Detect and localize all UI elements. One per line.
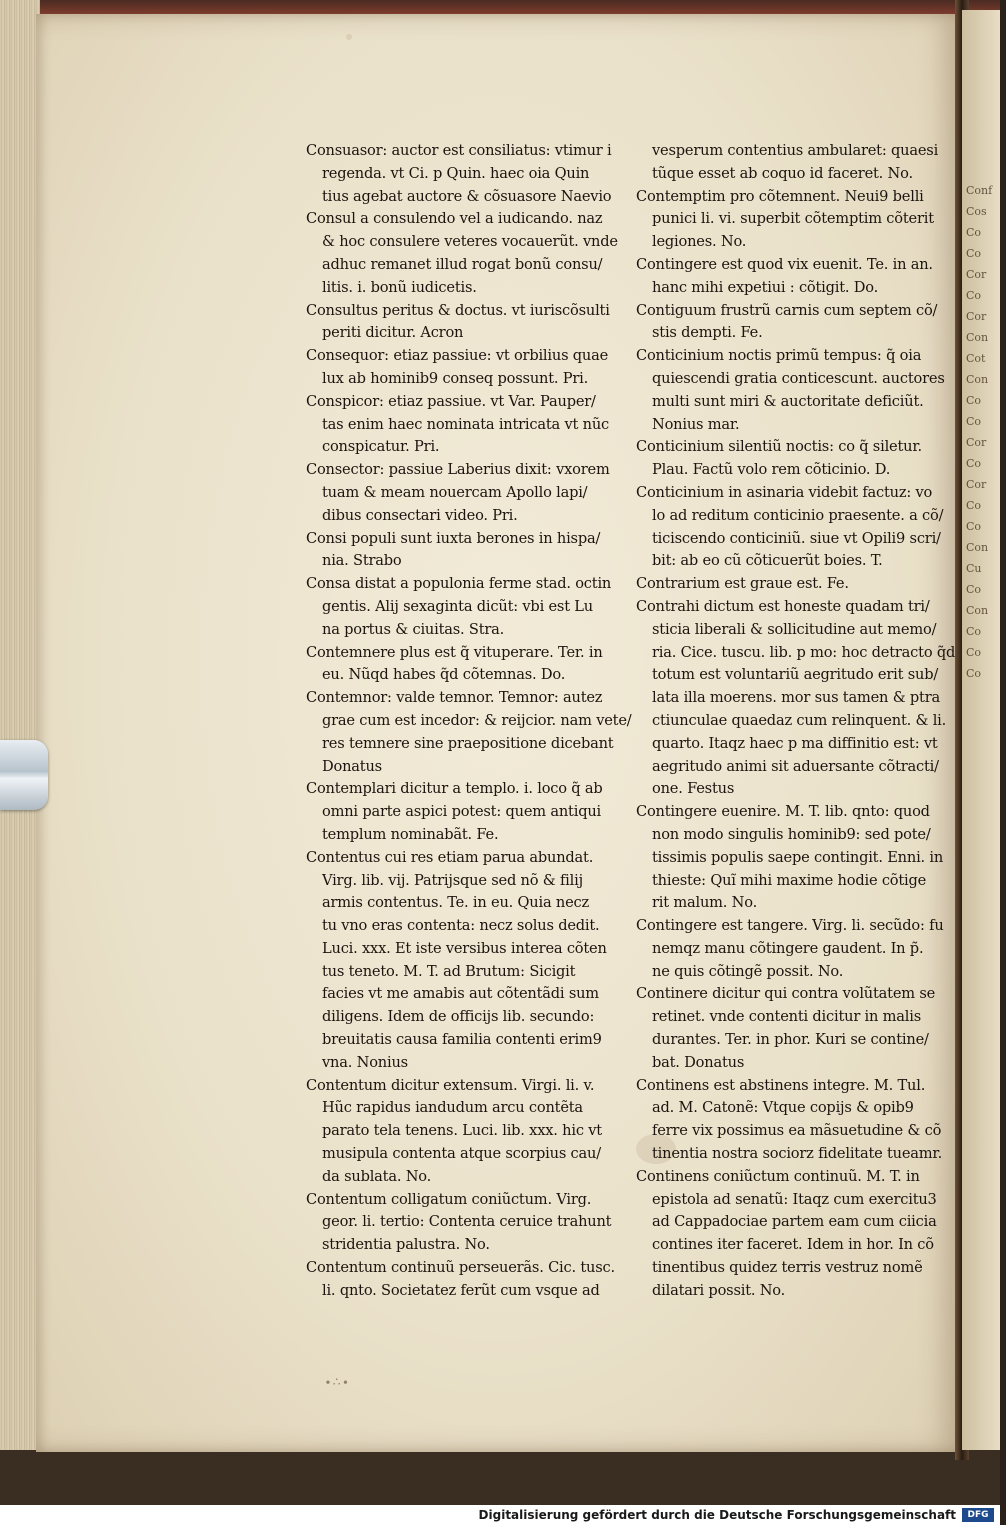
text-line: da sublata. No. bbox=[322, 1167, 432, 1185]
text-line: Conspicor: etiaz passiue. vt Var. Pauper/ bbox=[306, 392, 596, 410]
text-line: Contiguum frustrũ carnis cum septem cõ/ bbox=[636, 301, 938, 319]
text-line: vna. Nonius bbox=[322, 1053, 408, 1071]
text-line: templum nominabãt. Fe. bbox=[322, 825, 499, 843]
text-line: tus teneto. M. T. ad Brutum: Sicigit bbox=[322, 962, 576, 980]
page-edges bbox=[0, 0, 40, 1450]
facing-text-fragment: Co bbox=[966, 667, 982, 680]
facing-text-fragment: Co bbox=[966, 289, 982, 302]
text-line: ctiunculae quaedaz cum relinquent. & li. bbox=[652, 711, 947, 729]
text-line: retinet. vnde contenti dicitur in malis bbox=[652, 1008, 922, 1026]
text-line: punici li. vi. superbit cõtemptim cõterit bbox=[652, 210, 934, 228]
text-line: Contingere euenire. M. T. lib. qnto: quod bbox=[636, 803, 930, 821]
facing-text-fragment: Co bbox=[966, 625, 982, 638]
text-line: eu. Nũqd habes q̃d cõtemnas. Do. bbox=[322, 666, 566, 684]
text-line: Nonius mar. bbox=[652, 415, 740, 433]
facing-page bbox=[962, 10, 1000, 1450]
text-line: Consultus peritus & doctus. vt iuriscõsulti bbox=[306, 301, 610, 319]
footer-bar bbox=[0, 1505, 1000, 1525]
text-line: bat. Donatus bbox=[652, 1053, 745, 1071]
facing-text-fragment: Co bbox=[966, 457, 982, 470]
text-line: ad. M. Catonẽ: Vtque copijs & opib9 bbox=[652, 1099, 914, 1117]
text-line: & hoc consulere veteres vocauerũt. vnde bbox=[322, 233, 618, 251]
dfg-logo: DFG bbox=[962, 1508, 994, 1522]
text-line: Contentum continuũ perseuerãs. Cic. tusc. bbox=[306, 1259, 615, 1277]
text-line: gentis. Alij sexaginta dicũt: vbi est Lu bbox=[322, 597, 593, 615]
text-line: stis dempti. Fe. bbox=[652, 324, 763, 342]
text-line: Virg. lib. vij. Patrijsque sed nõ & filij bbox=[322, 871, 583, 889]
facing-text-fragment: Co bbox=[966, 583, 982, 596]
facing-text-fragment: Cos bbox=[966, 205, 987, 218]
text-line: res temnere sine praepositione dicebant bbox=[322, 734, 614, 752]
text-line: quiescendi gratia conticescunt. auctores bbox=[652, 369, 945, 387]
text-line: Continere dicitur qui contra volũtatem se bbox=[636, 985, 936, 1003]
facing-text-fragment: Co bbox=[966, 394, 982, 407]
text-line: Plau. Factũ volo rem cõticinio. D. bbox=[652, 461, 891, 479]
text-line: lux ab hominib9 conseq possunt. Pri. bbox=[322, 369, 589, 387]
signature-mark: ∙∴∙ bbox=[325, 1375, 351, 1389]
text-line: ad Cappadociae partem eam cum ciicia bbox=[652, 1213, 937, 1231]
text-line: Conticinium silentiũ noctis: co q̃ siletur. bbox=[636, 438, 922, 456]
text-line: na portus & ciuitas. Stra. bbox=[322, 620, 505, 638]
text-line: Donatus bbox=[322, 757, 382, 775]
text-line: periti dicitur. Acron bbox=[322, 324, 464, 342]
text-line: adhuc remanet illud rogat bonũ consu/ bbox=[322, 255, 603, 273]
text-line: bit: ab eo cũ cõticuerũt boies. T. bbox=[652, 552, 883, 570]
text-line: Luci. xxx. Et iste versibus interea cõten bbox=[322, 939, 607, 957]
text-line: litis. i. bonũ iudicetis. bbox=[322, 278, 477, 296]
text-line: tas enim haec nominata intricata vt nũc bbox=[322, 415, 609, 433]
facing-text-fragment: Conf bbox=[966, 184, 993, 197]
text-line: Contemptim pro cõtemnent. Neui9 belli bbox=[636, 187, 924, 205]
text-line: non modo singulis hominib9: sed pote/ bbox=[652, 825, 931, 843]
text-line: lo ad reditum conticinio praesente. a cõ/ bbox=[652, 506, 944, 524]
text-line: dibus consectari video. Pri. bbox=[322, 506, 518, 524]
text-line: Conticinium noctis primũ tempus: q̃ oia bbox=[636, 347, 922, 365]
text-line: epistola ad senatũ: Itaqz cum exercitu3 bbox=[652, 1190, 937, 1208]
text-line: vesperum contentius ambularet: quaesi bbox=[652, 142, 939, 159]
text-line: Consa distat a populonia ferme stad. octin bbox=[306, 575, 612, 593]
text-line: Consector: passiue Laberius dixit: vxorem bbox=[306, 461, 610, 479]
text-line: Contentus cui res etiam parua abundat. bbox=[306, 848, 594, 866]
text-line: Contrarium est graue est. Fe. bbox=[636, 575, 849, 593]
facing-text-fragment: Con bbox=[966, 373, 989, 386]
text-line: grae cum est incedor: & reijcior. nam vete/ bbox=[322, 711, 632, 729]
text-line: Contemnere plus est q̃ vituperare. Ter. in bbox=[306, 643, 603, 661]
text-line: multi sunt miri & auctoritate deficiũt. bbox=[652, 392, 924, 410]
page-clip bbox=[0, 740, 48, 810]
text-line: rit malum. No. bbox=[652, 894, 758, 912]
text-line: lata illa moerens. mor sus tamen & ptra bbox=[652, 689, 941, 707]
facing-text-fragment: Cor bbox=[966, 436, 987, 449]
text-line: conspicatur. Pri. bbox=[322, 438, 440, 456]
text-line: tũque esset ab coquo id faceret. No. bbox=[652, 164, 913, 182]
text-line: ferre vix possimus ea mãsuetudine & cõ bbox=[652, 1122, 942, 1140]
text-line: Contingere est tangere. Virg. li. secũdo: fu bbox=[636, 917, 944, 935]
text-line: armis contentus. Te. in eu. Quia necz bbox=[322, 894, 590, 912]
text-line: facies vt me amabis aut cõtentãdi sum bbox=[322, 985, 599, 1003]
text-line: Contingere est quod vix euenit. Te. in an. bbox=[636, 255, 933, 273]
text-line: musipula contenta atque scorpius cau/ bbox=[322, 1145, 601, 1163]
text-line: tinentia nostra sociorz fidelitate tueamr. bbox=[652, 1145, 943, 1163]
text-line: tissimis populis saepe contingit. Enni. in bbox=[652, 848, 944, 866]
text-line: omni parte aspici potest: quem antiqui bbox=[322, 803, 602, 821]
text-line: diligens. Idem de officijs lib. secundo: bbox=[322, 1008, 595, 1026]
facing-text-fragment: Cu bbox=[966, 562, 982, 575]
text-line: Consi populi sunt iuxta berones in hispa/ bbox=[306, 529, 601, 547]
facing-text-fragment: Con bbox=[966, 541, 989, 554]
facing-text-fragment: Cor bbox=[966, 310, 987, 323]
text-line: Contemnor: valde temnor. Temnor: autez bbox=[306, 689, 603, 707]
text-line: Hũc rapidus iandudum arcu contẽta bbox=[322, 1099, 583, 1117]
text-line: tius agebat auctore & cõsuasore Naevio bbox=[322, 187, 612, 205]
facing-text-fragment: Co bbox=[966, 415, 982, 428]
text-line: nemqz manu cõtingere gaudent. In p̃. bbox=[652, 939, 924, 957]
facing-text-fragment: Co bbox=[966, 520, 982, 533]
text-line: Consul a consulendo vel a iudicando. naz bbox=[306, 210, 603, 228]
facing-text-fragment: Co bbox=[966, 226, 982, 239]
facing-text-fragment: Con bbox=[966, 331, 989, 344]
text-line: ne quis cõtingẽ possit. No. bbox=[652, 962, 844, 980]
facing-text-fragment: Co bbox=[966, 499, 982, 512]
text-column-left bbox=[306, 140, 632, 1303]
facing-text-fragment: Con bbox=[966, 604, 989, 617]
text-line: legiones. No. bbox=[652, 233, 747, 251]
text-line: hanc mihi expetiui : cõtigit. Do. bbox=[652, 278, 879, 296]
text-line: ticiscendo conticiniũ. siue vt Opili9 scri/ bbox=[652, 529, 941, 547]
facing-text-fragment: Cor bbox=[966, 268, 987, 281]
facing-page-text bbox=[966, 180, 1006, 684]
text-line: durantes. Ter. in phor. Kuri se contine/ bbox=[652, 1031, 929, 1049]
text-line: totum est voluntariũ aegritudo erit sub/ bbox=[652, 666, 939, 684]
facing-text-fragment: Cot bbox=[966, 352, 986, 365]
facing-text-fragment: Cor bbox=[966, 478, 987, 491]
text-line: aegritudo animi sit aduersante cõtracti/ bbox=[652, 757, 939, 775]
text-line: one. Festus bbox=[652, 780, 735, 798]
text-line: tuam & meam nouercam Apollo lapi/ bbox=[322, 483, 588, 501]
text-line: Conticinium in asinaria videbit factuz: vo bbox=[636, 483, 933, 501]
text-line: tinentibus quidez terris vestruz nomẽ bbox=[652, 1259, 923, 1277]
text-line: geor. li. tertio: Contenta ceruice trahunt bbox=[322, 1213, 612, 1231]
text-line: tu vno eras contenta: necz solus dedit. bbox=[322, 917, 600, 935]
text-line: Contentum colligatum coniũctum. Virg. bbox=[306, 1190, 592, 1208]
text-line: nia. Strabo bbox=[322, 552, 402, 570]
text-line: sticia liberali & sollicitudine aut memo/ bbox=[652, 620, 937, 638]
text-line: Continens est abstinens integre. M. Tul. bbox=[636, 1076, 926, 1094]
footer-credit: Digitalisierung gefördert durch die Deutsche Forschungsgemeinschaft bbox=[478, 1508, 956, 1522]
facing-text-fragment: Co bbox=[966, 247, 982, 260]
text-line: breuitatis causa familia contenti erim9 bbox=[322, 1031, 602, 1049]
text-line: Continens coniũctum continuũ. M. T. in bbox=[636, 1167, 920, 1185]
text-line: ria. Cice. tuscu. lib. p mo: hoc detracto q̃d bbox=[652, 643, 956, 661]
text-line: parato tela tenens. Luci. lib. xxx. hic vt bbox=[322, 1122, 602, 1140]
text-line: Contemplari dicitur a templo. i. loco q̃ ab bbox=[306, 780, 603, 798]
text-line: stridentia palustra. No. bbox=[322, 1236, 490, 1254]
text-line: li. qnto. Societatez ferũt cum vsque ad bbox=[322, 1281, 600, 1299]
text-column-right bbox=[636, 140, 956, 1303]
stain-spot bbox=[346, 34, 352, 40]
text-line: thieste: Quĩ mihi maxime hodie cõtige bbox=[652, 871, 927, 889]
facing-text-fragment: Co bbox=[966, 646, 982, 659]
text-line: Contentum dicitur extensum. Virgi. li. v. bbox=[306, 1076, 595, 1094]
text-line: quarto. Itaqz haec p ma diffinitio est: vt bbox=[652, 734, 938, 752]
text-line: dilatari possit. No. bbox=[652, 1281, 786, 1299]
text-line: Contrahi dictum est honeste quadam tri/ bbox=[636, 597, 930, 615]
text-line: contines iter faceret. Idem in hor. In cõ bbox=[652, 1236, 934, 1254]
text-line: Consuasor: auctor est consiliatus: vtimur i bbox=[306, 142, 612, 159]
text-line: Consequor: etiaz passiue: vt orbilius quae bbox=[306, 347, 609, 365]
text-line: regenda. vt Ci. p Quin. haec oia Quin bbox=[322, 164, 590, 182]
